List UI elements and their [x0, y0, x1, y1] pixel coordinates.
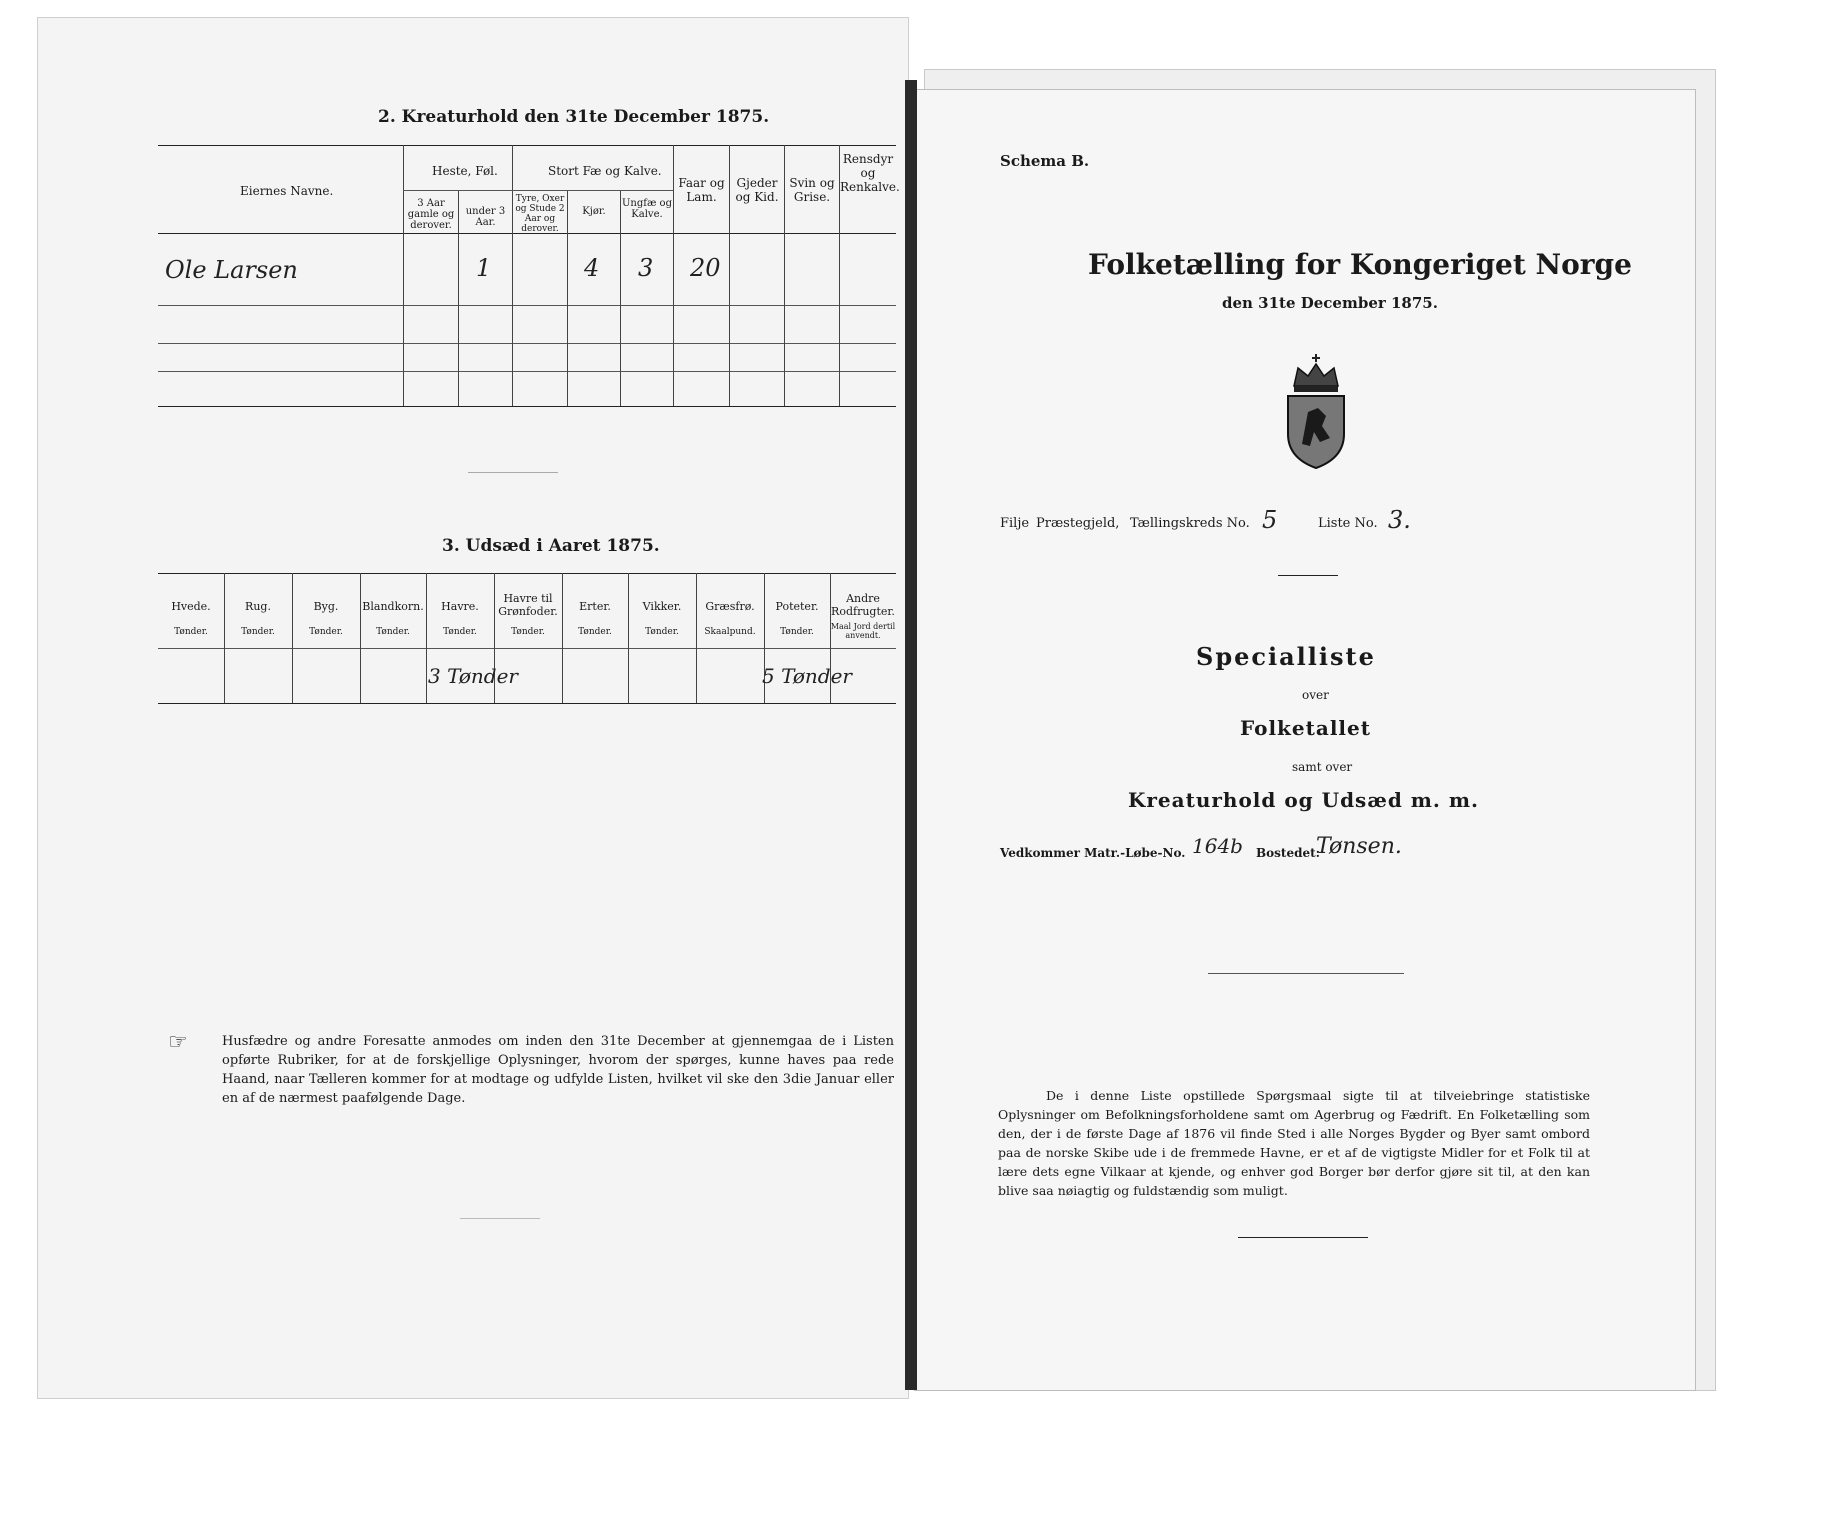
- matr-label: Vedkommer Matr.-Løbe-No.: [1000, 846, 1186, 860]
- bostedet-label: Bostedet:: [1256, 846, 1321, 860]
- udsaed-col-unit: Tønder.: [309, 627, 343, 637]
- main-title: Folketælling for Kongeriget Norge: [1088, 248, 1632, 281]
- udsaed-col-unit: Maal Jord dertil anvendt.: [830, 622, 896, 640]
- section2-title: 2. Kreaturhold den 31te December 1875.: [378, 107, 770, 127]
- table2-bottom-rule: [158, 406, 896, 407]
- matr-value: 164b: [1192, 834, 1243, 858]
- udsaed-col-unit: Tønder.: [443, 627, 477, 637]
- udsaed-col-header: Byg.: [313, 600, 339, 613]
- schema-label: Schema B.: [1000, 152, 1090, 170]
- owner-name-handwritten: Ole Larsen: [165, 256, 298, 284]
- col-svin: Svin og Grise.: [789, 176, 835, 204]
- col-faar: Faar og Lam.: [678, 176, 725, 204]
- kreds-value: 5: [1262, 506, 1278, 534]
- folketallet-heading: Folketallet: [1240, 716, 1371, 740]
- coat-of-arms-icon: [1280, 352, 1352, 472]
- udsaed-col-header: Andre Rodfrugter.: [831, 592, 895, 618]
- table2-top-rule: [158, 145, 896, 146]
- liste-label: Liste No.: [1318, 516, 1378, 531]
- udsaed-col-header: Havre.: [441, 600, 479, 613]
- udsaed-col-header: Rug.: [245, 600, 271, 613]
- col-heste-header: Heste, Føl.: [432, 164, 498, 178]
- col-stort-oxer: Tyre, Oxer og Stude 2 Aar og derover.: [515, 194, 565, 234]
- section3-title: 3. Udsæd i Aaret 1875.: [442, 536, 660, 556]
- binding-spine: [905, 80, 917, 1390]
- udsaed-col-header: Havre til Grønfoder.: [498, 592, 558, 618]
- col-owner-header: Eiernes Navne.: [240, 184, 334, 198]
- parish-label: Præstegjeld,: [1036, 516, 1120, 531]
- kjor-value: 4: [584, 254, 600, 282]
- udsaed-col-unit: Tønder.: [780, 627, 814, 637]
- udsaed-col-unit: Tønder.: [174, 627, 208, 637]
- udsaed-col-header: Græsfrø.: [705, 600, 755, 613]
- bostedet-value: Tønsen.: [1316, 834, 1402, 859]
- notice-text: Husfædre og andre Foresatte anmodes om inden den 31te December at gjennemgaa de i Listen opførte Rubriker, for at de forskjellige Oplysninger, hvorom der spørges, kunne haves paa rede Haand, naar Tælleren kommer for at modtage og udfylde Listen, hvilket vil ske den 3die Januar eller en af de nærmest paafølgende Dage.: [222, 1034, 894, 1106]
- faar-value: 20: [690, 254, 721, 282]
- col-rensdyr: Rensdyr og Renkalve.: [840, 152, 900, 194]
- poteter-value: 5 Tønder: [762, 664, 852, 688]
- col-heste-old: 3 Aar gamle og derover.: [407, 198, 455, 231]
- col-stort-kjor: Kjør.: [582, 206, 606, 217]
- udsaed-col-unit: Tønder.: [511, 627, 545, 637]
- specialliste-heading: Specialliste: [1196, 642, 1376, 671]
- kreds-label: Tællingskreds No.: [1130, 516, 1250, 531]
- subtitle: den 31te December 1875.: [1222, 294, 1438, 312]
- parish-name: Filje: [1000, 516, 1030, 531]
- over-text-1: over: [1302, 688, 1329, 702]
- kreaturhold-heading: Kreaturhold og Udsæd m. m.: [1128, 788, 1479, 812]
- pointing-hand-icon: ☞: [168, 1030, 188, 1055]
- udsaed-col-unit: Skaalpund.: [704, 627, 756, 637]
- col-heste-young: under 3 Aar.: [465, 206, 506, 228]
- havre-value: 3 Tønder: [428, 664, 518, 688]
- udsaed-col-header: Blandkorn.: [362, 600, 424, 613]
- udsaed-col-unit: Tønder.: [376, 627, 410, 637]
- ungfae-value: 3: [638, 254, 654, 282]
- udsaed-col-unit: Tønder.: [578, 627, 612, 637]
- samt-over-text: samt over: [1292, 760, 1353, 774]
- udsaed-col-unit: Tønder.: [645, 627, 679, 637]
- intro-paragraph: De i denne Liste opstillede Spørgsmaal sigte til at tilveiebringe statistiske Oplysninger om Befolkningsforholdene samt om Agerbrug og Fædrift. En Folketælling som den, der i de første Dage af 1876 vil finde Sted i alle Norges Bygder og Byer samt ombord paa de norske Skibe ude i de fremmede Havne, er et af de vigtigste Midler for et Folk til at lære dets egne Vilkaar at kjende, og enhver god Borger bør derfor gjøre sit til, at den kan blive saa nøiagtig og fuldstændig som muligt.: [998, 1088, 1590, 1198]
- udsaed-col-header: Poteter.: [775, 600, 819, 613]
- col-stort-header: Stort Fæ og Kalve.: [548, 164, 662, 178]
- udsaed-col-header: Hvede.: [171, 600, 211, 613]
- col-gjeder: Gjeder og Kid.: [735, 176, 779, 204]
- heste-young-value: 1: [476, 254, 492, 282]
- col-stort-ungfae: Ungfæ og Kalve.: [622, 198, 672, 220]
- udsaed-col-header: Erter.: [579, 600, 611, 613]
- liste-value: 3.: [1388, 506, 1411, 534]
- udsaed-col-unit: Tønder.: [241, 627, 275, 637]
- udsaed-col-header: Vikker.: [642, 600, 682, 613]
